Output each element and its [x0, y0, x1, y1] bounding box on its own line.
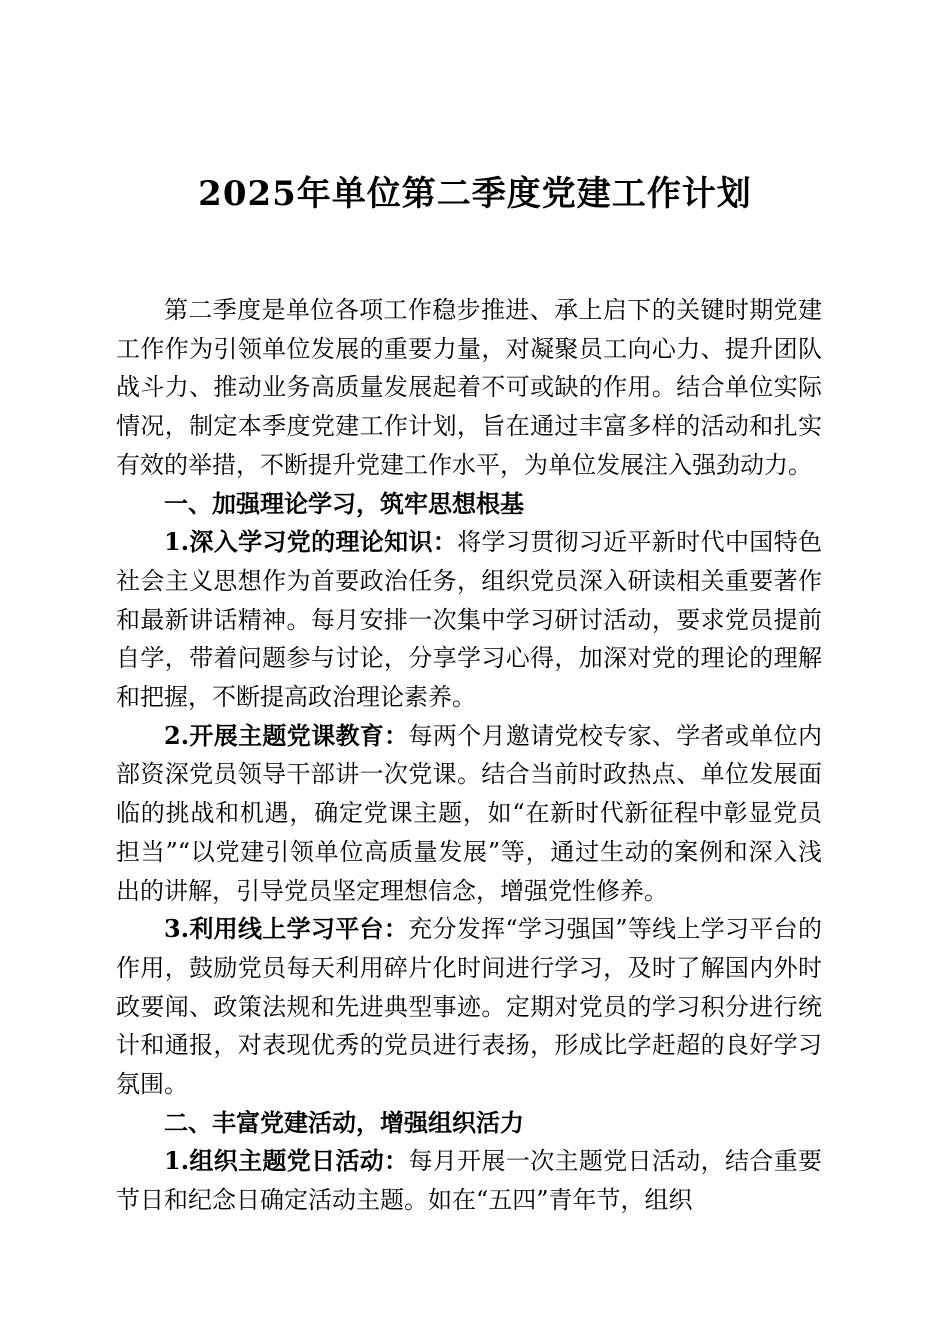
- intro-paragraph: 第二季度是单位各项工作稳步推进、承上启下的关键时期党建工作作为引领单位发展的重要力量，对凝聚员工向心力、提升团队战斗力、推动业务高质量发展起着不可或缺的作用。结合单位实际情况，制定本季度党建工作计划，旨在通过丰富多样的活动和扎实有效的举措，不断提升党建工作水平，为单位发展注入强劲动力。: [116, 296, 822, 479]
- document-title: 2025年单位第二季度党建工作计划: [198, 174, 752, 214]
- item-text: 充分发挥“学习强国”等线上学习平台的作用，鼓励党员每天利用碎片化时间进行学习，及时了解国内外时政要闻、政策法规和先进典型事迹。定期对党员的学习积分进行统计和通报，对表现优秀的党员进行表扬，形成比学赶超的良好学习氛围。: [116, 915, 822, 1099]
- section-1-item-2: [116, 717, 822, 911]
- section-2-item-1: [116, 1142, 822, 1219]
- document-body: [116, 291, 822, 1220]
- item-lead: 1.组织主题党日活动：: [164, 1146, 409, 1176]
- section-1-item-3: [116, 910, 822, 1104]
- item-lead: 1.深入学习党的理论知识：: [164, 527, 458, 557]
- item-lead: 2.开展主题党课教育：: [164, 720, 409, 750]
- item-text: 将学习贯彻习近平新时代中国特色社会主义思想作为首要政治任务，组织党员深入研读相关重要著作和最新讲话精神。每月安排一次集中学习研讨活动，要求党员提前自学，带着问题参与讨论，分享学习心得，加深对党的理论的理解和把握，不断提高政治理论素养。: [116, 528, 822, 712]
- item-text: 每月开展一次主题党日活动，结合重要节日和纪念日确定活动主题。如在“五四”青年节，组织: [116, 1147, 822, 1215]
- section-1-item-1: [116, 523, 822, 717]
- item-lead: 3.利用线上学习平台：: [164, 914, 409, 944]
- item-text: 每两个月邀请党校专家、学者或单位内部资深党员领导干部讲一次党课。结合当前时政热点、单位发展面临的挑战和机遇，确定党课主题，如“在新时代新征程中彰显党员担当”“以党建引领单位高质量发展”等，通过生动的案例和深入浅出的讲解，引导党员坚定理想信念，增强党性修养。: [116, 721, 822, 905]
- section-heading-2: 二、丰富党建活动，增强组织活力: [164, 1107, 524, 1137]
- section-heading-1: 一、加强理论学习，筑牢思想根基: [164, 488, 524, 518]
